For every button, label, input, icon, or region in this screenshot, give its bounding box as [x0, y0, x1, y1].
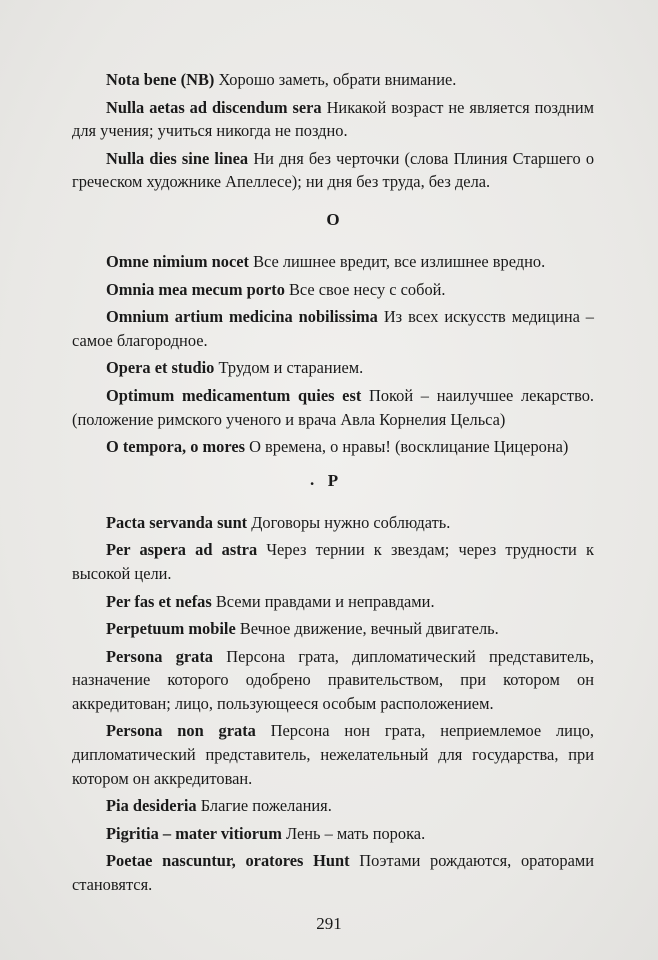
section-heading-o: [72, 208, 594, 232]
entries-block-n: [72, 68, 594, 194]
latin-phrase: Poetae nascuntur, oratores Hunt: [106, 851, 350, 871]
dictionary-entry: [72, 250, 594, 274]
phrase-translation: Все свое несу с собой.: [284, 279, 446, 299]
latin-phrase: Persona grata: [106, 646, 214, 666]
latin-phrase: Omne nimium nocet: [106, 251, 249, 271]
dictionary-entry: [72, 147, 594, 194]
phrase-translation: Покой – наилучшее лекарство. (положение римского ученого и врача Авла Корнелия Цельса): [72, 385, 594, 429]
latin-phrase: Pia desideria: [106, 796, 197, 816]
latin-phrase: Optimum medicamentum quies est: [106, 385, 362, 405]
latin-phrase: Opera et studio: [106, 358, 215, 378]
dictionary-entry: [72, 278, 594, 302]
phrase-translation: Персона грата, дипломатический представитель, назначение которого одобрено правительством, при котором он аккредитован; лицо, пользующееся особым расположением.: [72, 646, 594, 713]
dictionary-entry: [72, 305, 594, 352]
phrase-translation: Всеми правдами и неправдами.: [211, 591, 435, 611]
phrase-translation: Из всех искусств медицина – самое благородное.: [72, 307, 594, 350]
phrase-translation: Трудом и старанием.: [214, 358, 364, 378]
section-dot: .: [310, 469, 315, 489]
dictionary-entry: [72, 356, 594, 380]
phrase-translation: Благие пожелания.: [196, 796, 332, 816]
section-letter-p: P: [327, 470, 339, 490]
latin-phrase: Perpetuum mobile: [106, 619, 236, 639]
phrase-translation: Лень – мать порока.: [281, 823, 426, 843]
dictionary-entry: [72, 96, 594, 143]
latin-phrase: Omnia mea mecum porto: [106, 279, 285, 299]
entries-block-p: [72, 511, 594, 897]
dictionary-entry: [72, 822, 594, 846]
latin-phrase: Per fas et nefas: [106, 591, 212, 611]
page-number: 291: [316, 914, 342, 933]
latin-phrase: O tempora, o mores: [106, 437, 245, 457]
phrase-translation: Хорошо заметь, обрати внимание.: [214, 70, 457, 89]
dictionary-entry: [72, 538, 594, 585]
phrase-translation: О времена, о нравы! (восклицание Цицерона): [244, 437, 569, 457]
dictionary-entry: [72, 435, 594, 459]
dictionary-entry: [72, 384, 594, 431]
phrase-translation: Ни дня без черточки (слова Плиния Старшего о греческом художнике Апеллесе); ни дня без труда, без дела.: [72, 148, 595, 192]
phrase-translation: Поэтами рождаются, ораторами становятся.: [72, 851, 594, 895]
dictionary-entry: [72, 617, 594, 641]
latin-phrase: Pigritia – mater vitiorum: [106, 823, 282, 843]
latin-phrase: Nulla dies sine linea: [106, 148, 249, 168]
latin-phrase: Omnium artium medicina nobilissima: [106, 307, 378, 327]
latin-phrase: Per aspera ad astra: [106, 540, 258, 560]
dictionary-entry: [72, 645, 594, 716]
page-content: [72, 68, 594, 901]
phrase-translation: Договоры нужно соблюдать.: [247, 512, 451, 532]
phrase-translation: Через тернии к звездам; через трудности к высокой цели.: [72, 540, 594, 583]
latin-phrase: Persona non grata: [106, 721, 256, 741]
phrase-translation: Персона нон грата, неприемлемое лицо, дипломатический представитель, нежелательный для государства, при котором он аккредитован.: [72, 721, 595, 788]
dictionary-entry: [72, 511, 594, 535]
dictionary-entry: [72, 794, 594, 818]
section-letter-o: O: [326, 209, 340, 229]
latin-phrase: Nulla aetas ad discendum sera: [106, 97, 322, 117]
entries-block-o: [72, 250, 594, 459]
dictionary-entry: [72, 590, 594, 614]
phrase-translation: Вечное движение, вечный двигатель.: [235, 619, 499, 639]
dictionary-entry: [72, 719, 594, 790]
latin-phrase: Pacta servanda sunt: [106, 512, 248, 532]
section-heading-p: [72, 469, 594, 493]
dictionary-entry: [72, 68, 594, 92]
phrase-translation: Никакой возраст не является поздним для учения; учиться никогда не поздно.: [72, 97, 594, 141]
dictionary-entry: [72, 849, 594, 896]
latin-phrase: Nota bene (NB): [106, 70, 215, 89]
phrase-translation: Все лишнее вредит, все излишнее вредно.: [248, 251, 546, 271]
